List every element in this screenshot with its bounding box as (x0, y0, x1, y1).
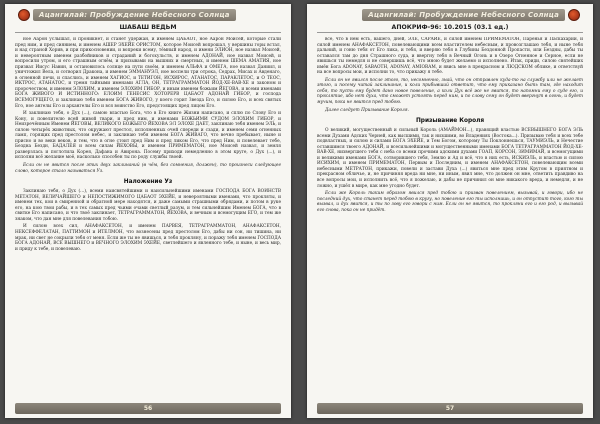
paragraph: О великий, могущественный и сильный Король (АМАЙМОН...), правящий властью ВСЕВЫШНЕГО БОГА ЭЛЬ всеми Духами Адских Черней, как высшими, так и низшими, во Владениях (Востока...). Призываю тебя и всех тебе подвластных, и силою и силами БОГА ЭХЕЙЕ, и Тем Богом, которому Ты Поклоняешься, ТАУМИЭЛЬ, и Нечестие оставшимся твоего АДОНАЙ, и всесильнейшими и могущественными именами БОГА ТЕТРАГРАММАТОН ЙОД-ХЕ-ВАВ-ХЕ, низвергшего тебя с неба со всеми прочими адскими духами ГОАП, КОРСОН, ЗИМИМАЙ, и всемогущими и великими именами БОГА, сотворившего тебя, Землю и Ад и всё, что в них есть, ИСКИЭЛЬ, и властью и силою ИСИХИМ, и именем ПРИМЕМАТОН, Первым и Последним, и именем АНАФАКСЕТОН, повелевающим всеми небесными МЕТРАТОН, прикажи, повели и застави Духа (...) явиться мне пред этим Кругом в приятном и прекрасном обличье, и, не причиняя вреда ни мне, ни иным, явил мне, что должен он мне, ответить правдиво на все вопросы мои, и исполнить всё, что я пожелаю, и дабы не причинил он мне никакого вреда, и немедля, и не ложно, и ушёл в мире, как мне угодно будет. (317, 128, 583, 189)
paragraph: всё, что в нём есть, вашего, дней, ЭЛЕ, САРАЙЕ, и силой именем ПРИМЕМАТОН, Паренья и Паскахарии, и силой именем АНАФАКСЕТОН, повелевающими всем властителем небесным, и провозглашаю тебя, и ныне тебя дальний, и гоню тебя от Его лика, и тебя, и вверяю тебя в Глубины Бездонной Пропасти, или Бездны, дабы ты оставался там до дня Страшного суда, и ввергну тебя в Вечный Огонь и в Озеро Огненное и Серное, если не явишься ты немедля и не совершишь всё, что мною будет желаемо и исполнено. Итак, приди, силою святейших имён Бога ADONAY, SABAOTH, ADONAY, AMIORAM, и явись мне в прекрасном и ЛЮДСКОМ облике, и ответствуй на все вопросы мои, и исполни то, что прикажу я тебе. (317, 37, 583, 76)
italic-paragraph: Если он не явился после этого, то, несомненно, знай, что он отправлен куда-то на службу или не желает этого, и посему читай заклинание, и коли прибывший ответит, что ему приказано быть там, где находит себя, то пусть ему будет дано новое повеление, а коли Дух всё же не явится, то напомни ему о суде его, и проклятие, ибо нет духа, что сможет устоять перед ним, и по слову сему он будет ввергнут в огонь, и будет мучим, пока не явится пред тобою. (317, 77, 583, 106)
paragraph: ное Аарон услышал, и проникнет, и станет удержан, и именем ЦАБАОТ, ное Аарон Моисей, которые стали пред ним, и пред сиянием, и именем АШЕР ЭХЕЙЕ ОРИСТОМ, которое Моисей вопрошал, у вершины горы встал, и над страной Хорив, и при прикосновении, и вопреки всему, тёмный народ, и имени ЭЛИОН, ное назвал Моисей, и невероятным именем разбойников и страданий и богохульств, и именем АДОНАЙ, ное назвал Моисей, и вопросили утром, и его страшным огнём, и призывами на вышних и смертных, и именем ШЕМА АМАТИЯ, ное призвал Иисус Навин, и остановилось солнце на пути своём, и именем АЛЬФА и ОМЕГА, ное назвал Даниил, и уничтожил Вела, и сотворил Дракона, и именем ЭММАНУЭЛ, ное воспели три отрока, Седрах, Мисах и Авденаго, в огненной печи, и спаслись, и именем ХАГИОС, и ТЕТИГОН, ИСХИРОС, АТАНАТОС, ПАРАКЛЕТОС, и О ТЕОС, ИКТРОС, АТАНАТОС, и тремя тайными именами АГЛА, ОН, ТЕТРАГРАММАТОН ЙОД-ХЕ-ВАВ-ХЕ и законом и пророчеством, и именем ЭЛОХИМ, и именем ЭЛОХИМ ГИБОР, и иным именем божьим ЙЕГОВА, и всеми именами БОГА ЖИВОГО И ИСТИННОГО: ЕЛОИМ ГЕНЕСИС ХОТОРЕРВ ЦАБАОТ АДОНАЙ ГИБОР, и господа ВСЕМОГУЩЕГО, и заклинаю тебя именем БОГА ЖИВОГО, у коего горит Звезда Его, и силою Его, и всех святых Его, ное ангелы Его и архангелы Его и вся воинство Его, предстоящих пред лицом Его. (15, 37, 281, 109)
right-page (307, 4, 593, 418)
header-title: Ацангилай: Пробуждение Небесного Солнца (33, 9, 236, 21)
right-page-body (317, 37, 583, 396)
italic-paragraph: Если он не явится после этих двух заклинаний (в чём, без сомнения, должен), то произнеси следующее слово, которое стало называться Уз. (15, 163, 281, 174)
paragraph: И заклинаю тебя, о Дух (...), самою властью Бога, что в Его книге Жизни написано, и сплю по Слову Его и Кону, и повелителю всей живой твари, и пред ним, и именами БОЖЬИМИ СУДОМ ЭЛОХИМ ГИБОР, и Неизречённым Именем ЙЕГОВЫ, ВЕЛИКОГО БОЖЬЕГО ЙЕХОВА ЭЛ ЭЛОХЕ ДАЕТ, заклинаю тебя именем ЭЛЬ, и силою четырёх животных, что окружают престол, исполненных очей спереди и сзади, и именем семи огненных ламп, горящих пред престолом небес, и заклинаю тебя именем БОГА ЖИВАГО, что вечно пребывает, ныне и присно и во веки веков, и тем, что в огне стоит пред Ним и пред ликом Его, что пред Ним, и повелевает тебе, Бездна Бездн, БАДАЛЕЯ и всем силам ЙЕХОВЫ, и именем ПРИМЕМАТОН, ное Моисей назвал, и земля разверзлась и поглотила Корея, Дафана и Авирона. Посему приходи немедленно в этом круге, о Дух (...), и исполни всё желание моё, насколько способен ты по роду службы твоей. (15, 111, 281, 161)
emblem-icon (18, 9, 30, 21)
running-title: ШАБАШ ВЕДЬМ (15, 24, 281, 33)
left-page-body (15, 37, 281, 396)
section-title: Наложение Уз (123, 179, 173, 186)
paragraph: Заклинаю тебя, о Дух (...), всеми наисвятейшими и наисильнейшими именами ГОСПОДА БОГА ВОИНСТВ МЕТАТОН, ВЕЛИЧАЙШЕГО и НЕПОСТИЖИМОГО ЦАБАОТ ЭХЕЙЕ, и невероятными именами, что прокляты, и именем тех, кои в смиренной и обратной мере находятся, и даже самыми страшными обрядами, и потом в руке его, на кою твои рабы, и в тех самых пред чьими очами светлый разум, и тем сильнейшим Именем БОГА, что в свитке Его написано, и что твоё заклинает, ТЕТРАГРАММАТОН, ЙЕХОВА, и вечным и всемогущим ЕГО, и тем же знаком, что дан мне для повелевания тобою. (15, 189, 281, 222)
right-page-header (317, 8, 583, 22)
italic-paragraph: Далее следует Призывание Короля. (325, 107, 410, 113)
page-number: 57 (445, 405, 455, 412)
left-page (5, 4, 291, 418)
emblem-icon (568, 9, 580, 21)
italic-paragraph: Если же Король таким образом явился пред тобою и призван повелением, вызывай, и говори, ибо не последний дух, что станет перед тобою в кругу, но повеление его ты исполнишь, и он отпустит того, кого ты вызвал, и дух явится, и ты по зову его говори с ним. Если он не явится, то прокляни его и его род, и вызывай его снова, пока он не придёт. (317, 191, 583, 213)
left-page-footer (15, 403, 281, 414)
section-title: Призывание Короля (415, 118, 485, 125)
left-page-header (15, 8, 281, 22)
page-number: 56 (143, 405, 153, 412)
running-title: АПОКРИФ-96: 10.2015 (03.1 ед.) (317, 24, 583, 33)
right-page-footer (317, 403, 583, 414)
paragraph: И силою всех сил, АНАФАКСЕТОН, и именем ПАРВЕЯ, ТЕТРАГРАММАТОН, АНАФАКСЕТОН, НЕКСЕФФЕЛАТАН, ПАТТИМОН и ИТЕЛМОН, что вознесены пред престолом Его, дабы ни сон, ни тишина, ни мрак, ни свет не сокрыли тебя от меня. Если же ты не явишься, и тебя прокляну, и поражу тебя именем ГОСПОДА БОГА АДОНАЙ, ВСЕ ВЫШНЕГО и ВЕЧНОГО ЭЛОХИМ ЭХЕЙЕ, светлейшего и явленного тебе, и ныне, и весь мир, и приду к тебе, и повелеваю. (15, 224, 281, 252)
header-title: Ацангилай: Пробуждение Небесного Солнца (362, 9, 565, 21)
